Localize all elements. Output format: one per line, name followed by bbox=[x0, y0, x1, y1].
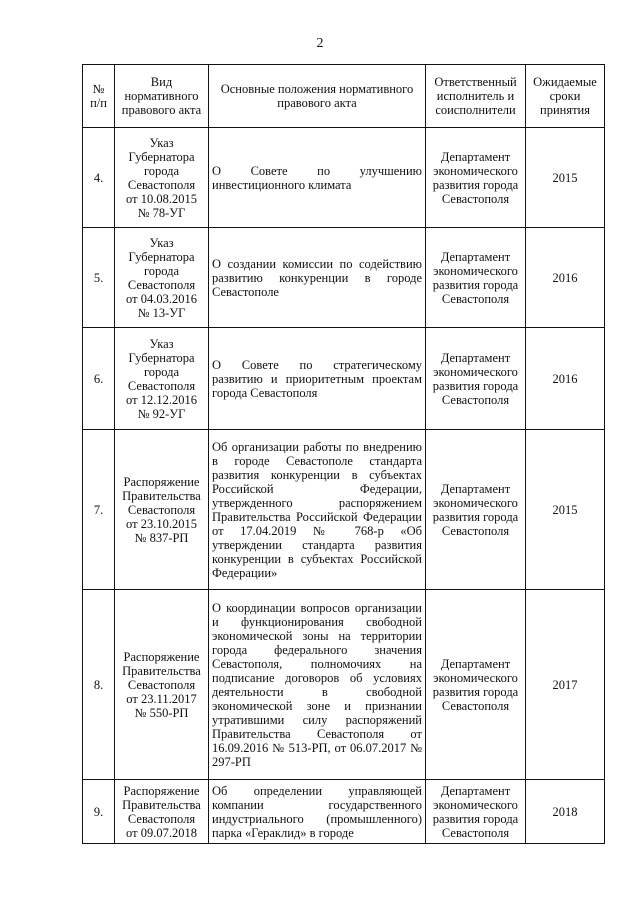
term-year: 2016 bbox=[526, 228, 605, 328]
responsible: Департамент экономического развития города Севастополя bbox=[426, 590, 526, 780]
responsible: Департамент экономического развития города Севастополя bbox=[426, 780, 526, 844]
responsible: Департамент экономического развития города Севастополя bbox=[426, 128, 526, 228]
header-act-type: Вид нормативного правового акта bbox=[115, 65, 209, 128]
responsible: Департамент экономического развития города Севастополя bbox=[426, 228, 526, 328]
table-row bbox=[83, 590, 605, 780]
responsible: Департамент экономического развития города Севастополя bbox=[426, 430, 526, 590]
row-number: 5. bbox=[83, 228, 115, 328]
act-type: Распоряжение Правительства Севастополя от 23.10.2015 № 837-РП bbox=[115, 430, 209, 590]
act-content: Об определении управляющей компании государственного индустриального (промышленного) парка «Гераклид» в городе bbox=[209, 780, 426, 844]
header-act-content: Основные положения нормативного правового акта bbox=[209, 65, 426, 128]
header-number: № п/п bbox=[83, 65, 115, 128]
row-number: 9. bbox=[83, 780, 115, 844]
table-row bbox=[83, 228, 605, 328]
table-row bbox=[83, 430, 605, 590]
act-content: О создании комиссии по содействию развитию конкуренции в городе Севастополе bbox=[209, 228, 426, 328]
act-type: Указ Губернатора города Севастополя от 04.03.2016 № 13-УГ bbox=[115, 228, 209, 328]
term-year: 2015 bbox=[526, 430, 605, 590]
table-row bbox=[83, 328, 605, 430]
legal-acts-table bbox=[82, 64, 605, 844]
term-year: 2017 bbox=[526, 590, 605, 780]
act-content: О координации вопросов организации и функционирования свободной экономической зоны на территории города федерального значения Севастополя, полномочиях на подписание договоров об условиях деятельности в свободной экономической зоне и признании утратившими силу распоряжений Правительства Севастополя от 16.09.2016 № 513-РП, от 06.07.2017 № 297-РП bbox=[209, 590, 426, 780]
act-content: Об организации работы по внедрению в городе Севастополе стандарта развития конкуренции в субъектах Российской Федерации, утвержденного распоряжением Правительства Российской Федерации от 17.04.2019 № 768-р «Об утверждении стандарта развития конкуренции в субъектах Российской Федерации» bbox=[209, 430, 426, 590]
table-row bbox=[83, 780, 605, 844]
term-year: 2015 bbox=[526, 128, 605, 228]
act-type: Указ Губернатора города Севастополя от 12.12.2016 № 92-УГ bbox=[115, 328, 209, 430]
header-term: Ожидаемые сроки принятия bbox=[526, 65, 605, 128]
table-row bbox=[83, 128, 605, 228]
term-year: 2018 bbox=[526, 780, 605, 844]
table-header-row bbox=[83, 65, 605, 128]
act-content: О Совете по стратегическому развитию и приоритетным проектам города Севастополя bbox=[209, 328, 426, 430]
act-type: Распоряжение Правительства Севастополя от 23.11.2017 № 550-РП bbox=[115, 590, 209, 780]
act-content: О Совете по улучшению инвестиционного климата bbox=[209, 128, 426, 228]
act-type: Распоряжение Правительства Севастополя от 09.07.2018 bbox=[115, 780, 209, 844]
responsible: Департамент экономического развития города Севастополя bbox=[426, 328, 526, 430]
row-number: 4. bbox=[83, 128, 115, 228]
header-responsible: Ответственный исполнитель и соисполнители bbox=[426, 65, 526, 128]
row-number: 8. bbox=[83, 590, 115, 780]
row-number: 6. bbox=[83, 328, 115, 430]
act-type: Указ Губернатора города Севастополя от 10.08.2015 № 78-УГ bbox=[115, 128, 209, 228]
page-number: 2 bbox=[316, 36, 324, 51]
term-year: 2016 bbox=[526, 328, 605, 430]
row-number: 7. bbox=[83, 430, 115, 590]
